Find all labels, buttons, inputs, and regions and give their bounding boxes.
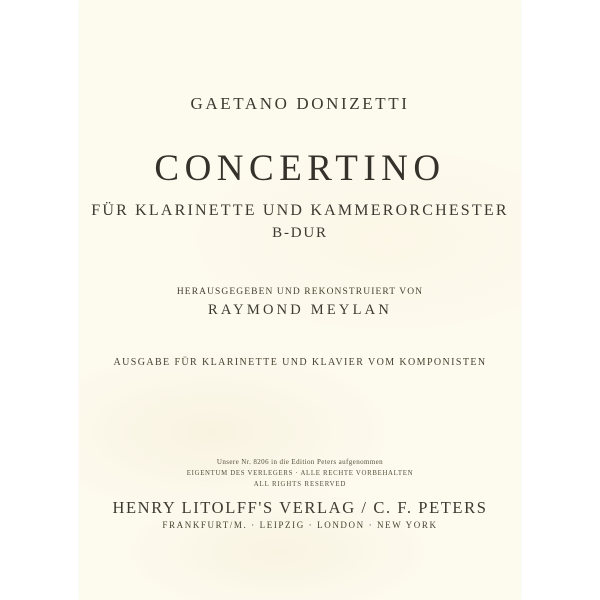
catalog-number-note: Unsere Nr. 8206 in die Edition Peters aufgenommen: [216, 458, 384, 466]
publisher-name: HENRY LITOLFF'S VERLAG / C. F. PETERS: [112, 498, 488, 517]
editor-credit-label: HERAUSGEGEBEN UND REKONSTRUIERT VON: [176, 287, 424, 297]
work-key: B-DUR: [272, 225, 328, 241]
publisher-cities: FRANKFURT/M. · LEIPZIG · LONDON · NEW YORK: [162, 520, 438, 530]
edition-note: AUSGABE FÜR KLARINETTE UND KLAVIER VOM KOMPONISTEN: [113, 357, 487, 368]
score-cover-page: [79, 0, 521, 600]
editor-name: RAYMOND MEYLAN: [207, 302, 393, 318]
rights-note-german: EIGENTUM DES VERLEGERS · ALLE RECHTE VORBEHALTEN: [186, 469, 414, 477]
work-title: CONCERTINO: [154, 148, 446, 189]
composer-name: GAETANO DONIZETTI: [190, 94, 410, 113]
work-subtitle: FÜR KLARINETTE UND KAMMERORCHESTER: [91, 202, 509, 219]
rights-note-english: ALL RIGHTS RESERVED: [253, 480, 347, 488]
